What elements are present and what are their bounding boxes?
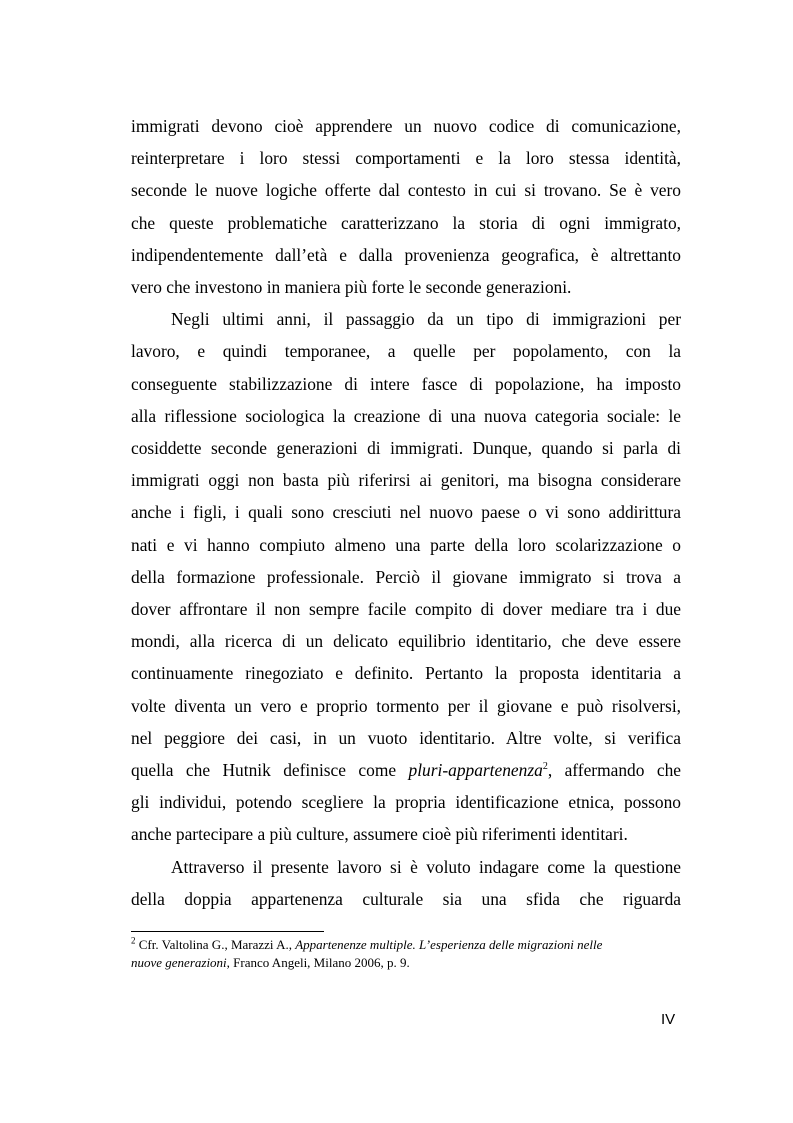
text-segment: , affermando che	[547, 760, 681, 781]
footnote-reference[interactable]: 2	[542, 761, 548, 773]
paragraph-2	[131, 303, 681, 850]
text-line: della doppia appartenenza culturale sia una sfida che riguarda	[131, 888, 681, 909]
text-line: anche i figli, i quali sono cresciuti nel nuovo paese o vi sono addirittura	[131, 502, 681, 523]
text-line-footnote-ref	[131, 754, 681, 786]
text-line: lavoro, e quindi temporanee, a quelle per popolamento, con la	[131, 341, 681, 362]
paragraph-3	[131, 851, 681, 915]
text-line: nati e vi hanno compiuto almeno una parte della loro scolarizzazione o	[131, 534, 681, 555]
text-line: reinterpretare i loro stessi comportamenti e la loro stessa identità,	[131, 148, 681, 169]
footnote-title-continued: nuove generazioni	[131, 955, 227, 970]
footnote-suffix: , Franco Angeli, Milano 2006, p. 9.	[226, 955, 410, 970]
text-line: immigrati oggi non basta più riferirsi ai genitori, ma bisogna considerare	[131, 470, 681, 491]
text-line: continuamente rinegoziato e definito. Pertanto la proposta identitaria a	[131, 663, 681, 684]
text-line: Attraverso il presente lavoro si è voluto indagare come la questione	[171, 856, 681, 877]
text-line: che queste problematiche caratterizzano la storia di ogni immigrato,	[131, 212, 681, 233]
page-number: IV	[661, 1011, 676, 1028]
text-line: volte diventa un vero e proprio tormento per il giovane e può risolversi,	[131, 695, 681, 716]
text-line: vero che investono in maniera più forte le seconde generazioni.	[131, 277, 572, 298]
text-line: gli individui, potendo scegliere la propria identificazione etnica, possono	[131, 792, 681, 813]
text-segment: quella che Hutnik definisce come	[131, 760, 409, 781]
body-text	[131, 110, 681, 915]
footnote-title: Appartenenze multiple. L’esperienza delle migrazioni nelle	[295, 937, 603, 952]
text-line: indipendentemente dall’età e dalla provenienza geografica, è altrettanto	[131, 244, 681, 265]
text-line: dover affrontare il non sempre facile compito di dover mediare tra i due	[131, 599, 681, 620]
text-line: della formazione professionale. Perciò il giovane immigrato si trova a	[131, 566, 681, 587]
text-line: Negli ultimi anni, il passaggio da un tipo di immigrazioni per	[171, 309, 681, 330]
footnote-separator	[131, 931, 324, 932]
footnote-prefix: Cfr. Valtolina G., Marazzi A.,	[135, 937, 296, 952]
text-line: cosiddette seconde generazioni di immigrati. Dunque, quando si parla di	[131, 438, 681, 459]
text-line: seconde le nuove logiche offerte dal contesto in cui si trovano. Se è vero	[131, 180, 681, 201]
italic-term: pluri-appartenenza	[408, 760, 543, 781]
text-line: conseguente stabilizzazione di intere fasce di popolazione, ha imposto	[131, 373, 681, 394]
text-line: immigrati devono cioè apprendere un nuovo codice di comunicazione,	[131, 116, 681, 136]
footnote	[131, 936, 681, 972]
text-line: alla riflessione sociologica la creazione di una nuova categoria sociale: le	[131, 405, 681, 426]
text-line: nel peggiore dei casi, in un vuoto identitario. Altre volte, si verifica	[131, 727, 681, 748]
paragraph-1	[131, 110, 681, 303]
footnote-mark: 2	[131, 935, 136, 946]
text-line: anche partecipare a più culture, assumere cioè più riferimenti identitari.	[131, 824, 628, 845]
text-line: mondi, alla ricerca di un delicato equilibrio identitario, che deve essere	[131, 631, 681, 652]
